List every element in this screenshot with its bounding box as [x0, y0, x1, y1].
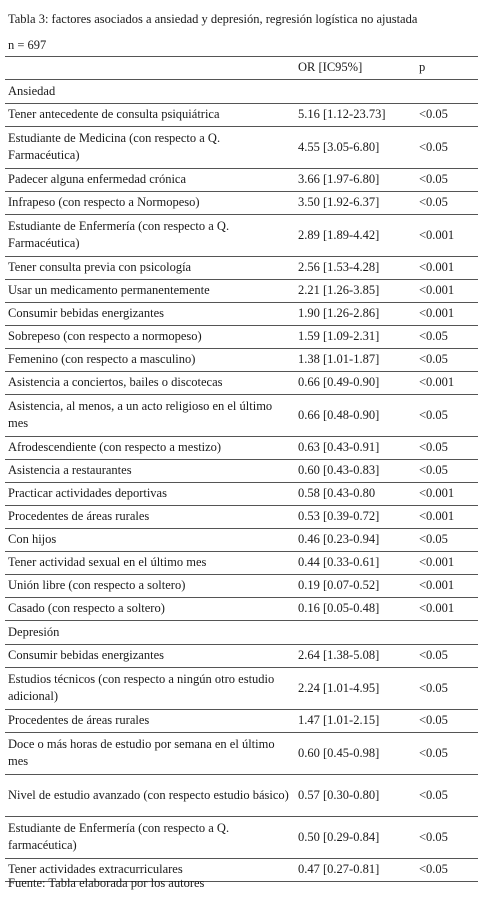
section-label: Ansiedad — [5, 80, 478, 104]
or-cell: 2.64 [1.38-5.08] — [295, 645, 416, 668]
p-value-cell: <0.001 — [416, 257, 478, 280]
p-value-cell: <0.05 — [416, 349, 478, 372]
table-row — [5, 437, 478, 460]
table-row — [5, 280, 478, 303]
table-row — [5, 104, 478, 127]
factor-cell: Asistencia a restaurantes — [5, 460, 295, 483]
table-footnote: Fuente: Tabla elaborada por los autores — [8, 876, 205, 890]
p-value-cell: <0.001 — [416, 506, 478, 529]
or-cell: 2.24 [1.01-4.95] — [295, 668, 416, 710]
factor-cell: Estudiante de Enfermería (con respecto a Q. farmacéutica) — [5, 817, 295, 859]
p-value-cell: <0.05 — [416, 192, 478, 215]
results-table — [5, 56, 478, 882]
header-or: OR [IC95%] — [295, 57, 416, 80]
table-row — [5, 192, 478, 215]
factor-cell: Con hijos — [5, 529, 295, 552]
factor-cell: Usar un medicamento permanentemente — [5, 280, 295, 303]
table-row — [5, 257, 478, 280]
or-cell: 2.56 [1.53-4.28] — [295, 257, 416, 280]
p-value-cell: <0.05 — [416, 817, 478, 859]
or-cell: 0.58 [0.43-0.80 — [295, 483, 416, 506]
factor-cell: Tener actividad sexual en el último mes — [5, 552, 295, 575]
or-cell: 3.66 [1.97-6.80] — [295, 169, 416, 192]
p-value-cell: <0.05 — [416, 169, 478, 192]
table-row — [5, 529, 478, 552]
or-cell: 1.38 [1.01-1.87] — [295, 349, 416, 372]
or-cell: 5.16 [1.12-23.73] — [295, 104, 416, 127]
table-row — [5, 127, 478, 169]
p-value-cell: <0.001 — [416, 372, 478, 395]
table-row — [5, 483, 478, 506]
p-value-cell: <0.05 — [416, 127, 478, 169]
factor-cell: Consumir bebidas energizantes — [5, 303, 295, 326]
p-value-cell: <0.05 — [416, 859, 478, 882]
p-value-cell: <0.001 — [416, 483, 478, 506]
table-row — [5, 575, 478, 598]
table-header-row — [5, 57, 478, 80]
factor-cell: Consumir bebidas energizantes — [5, 645, 295, 668]
table-row — [5, 372, 478, 395]
or-cell: 1.59 [1.09-2.31] — [295, 326, 416, 349]
or-cell: 0.16 [0.05-0.48] — [295, 598, 416, 621]
factor-cell: Tener consulta previa con psicología — [5, 257, 295, 280]
p-value-cell: <0.001 — [416, 280, 478, 303]
table-caption: Tabla 3: factores asociados a ansiedad y depresión, regresión logística no ajustada — [8, 12, 418, 26]
p-value-cell: <0.05 — [416, 775, 478, 817]
p-value-cell: <0.001 — [416, 575, 478, 598]
p-value-cell: <0.05 — [416, 104, 478, 127]
table-row — [5, 326, 478, 349]
or-cell: 0.44 [0.33-0.61] — [295, 552, 416, 575]
p-value-cell: <0.001 — [416, 215, 478, 257]
factor-cell: Nivel de estudio avanzado (con respecto estudio básico) — [5, 775, 295, 817]
or-cell: 1.90 [1.26-2.86] — [295, 303, 416, 326]
table-row — [5, 817, 478, 859]
p-value-cell: <0.05 — [416, 529, 478, 552]
table-row — [5, 215, 478, 257]
factor-cell: Padecer alguna enfermedad crónica — [5, 169, 295, 192]
or-cell: 3.50 [1.92-6.37] — [295, 192, 416, 215]
or-cell: 0.57 [0.30-0.80] — [295, 775, 416, 817]
or-cell: 0.60 [0.43-0.83] — [295, 460, 416, 483]
factor-cell: Procedentes de áreas rurales — [5, 506, 295, 529]
factor-cell: Afrodescendiente (con respecto a mestizo) — [5, 437, 295, 460]
table-row — [5, 552, 478, 575]
factor-cell: Procedentes de áreas rurales — [5, 710, 295, 733]
table-row — [5, 169, 478, 192]
or-cell: 4.55 [3.05-6.80] — [295, 127, 416, 169]
table-row — [5, 598, 478, 621]
factor-cell: Tener antecedente de consulta psiquiátrica — [5, 104, 295, 127]
factor-cell: Practicar actividades deportivas — [5, 483, 295, 506]
factor-cell: Estudiante de Enfermería (con respecto a Q. Farmacéutica) — [5, 215, 295, 257]
p-value-cell: <0.001 — [416, 598, 478, 621]
factor-cell: Casado (con respecto a soltero) — [5, 598, 295, 621]
table-row — [5, 733, 478, 775]
p-value-cell: <0.05 — [416, 460, 478, 483]
table-row — [5, 506, 478, 529]
factor-cell: Unión libre (con respecto a soltero) — [5, 575, 295, 598]
factor-cell: Tener actividades extracurriculares — [5, 859, 295, 882]
section-label: Depresión — [5, 621, 478, 645]
or-cell: 2.89 [1.89-4.42] — [295, 215, 416, 257]
factor-cell: Estudiante de Medicina (con respecto a Q. Farmacéutica) — [5, 127, 295, 169]
table-row — [5, 710, 478, 733]
factor-cell: Asistencia, al menos, a un acto religioso en el último mes — [5, 395, 295, 437]
table-row — [5, 668, 478, 710]
table-row — [5, 460, 478, 483]
header-factor — [5, 57, 295, 80]
factor-cell: Sobrepeso (con respecto a normopeso) — [5, 326, 295, 349]
p-value-cell: <0.05 — [416, 326, 478, 349]
table-row — [5, 303, 478, 326]
table-row — [5, 349, 478, 372]
table-row — [5, 775, 478, 817]
table-row — [5, 645, 478, 668]
or-cell: 2.21 [1.26-3.85] — [295, 280, 416, 303]
or-cell: 0.60 [0.45-0.98] — [295, 733, 416, 775]
p-value-cell: <0.05 — [416, 733, 478, 775]
p-value-cell: <0.05 — [416, 395, 478, 437]
factor-cell: Femenino (con respecto a masculino) — [5, 349, 295, 372]
section-row — [5, 621, 478, 645]
factor-cell: Infrapeso (con respecto a Normopeso) — [5, 192, 295, 215]
factor-cell: Doce o más horas de estudio por semana en el último mes — [5, 733, 295, 775]
or-cell: 0.66 [0.49-0.90] — [295, 372, 416, 395]
or-cell: 0.19 [0.07-0.52] — [295, 575, 416, 598]
p-value-cell: <0.001 — [416, 552, 478, 575]
or-cell: 1.47 [1.01-2.15] — [295, 710, 416, 733]
p-value-cell: <0.05 — [416, 668, 478, 710]
p-value-cell: <0.05 — [416, 437, 478, 460]
table-row — [5, 395, 478, 437]
factor-cell: Asistencia a conciertos, bailes o discotecas — [5, 372, 295, 395]
or-cell: 0.53 [0.39-0.72] — [295, 506, 416, 529]
sample-size: n = 697 — [8, 38, 47, 52]
or-cell: 0.47 [0.27-0.81] — [295, 859, 416, 882]
p-value-cell: <0.05 — [416, 710, 478, 733]
or-cell: 0.66 [0.48-0.90] — [295, 395, 416, 437]
p-value-cell: <0.05 — [416, 645, 478, 668]
section-row — [5, 80, 478, 104]
or-cell: 0.50 [0.29-0.84] — [295, 817, 416, 859]
or-cell: 0.46 [0.23-0.94] — [295, 529, 416, 552]
factor-cell: Estudios técnicos (con respecto a ningún otro estudio adicional) — [5, 668, 295, 710]
header-p: p — [416, 57, 478, 80]
p-value-cell: <0.001 — [416, 303, 478, 326]
or-cell: 0.63 [0.43-0.91] — [295, 437, 416, 460]
